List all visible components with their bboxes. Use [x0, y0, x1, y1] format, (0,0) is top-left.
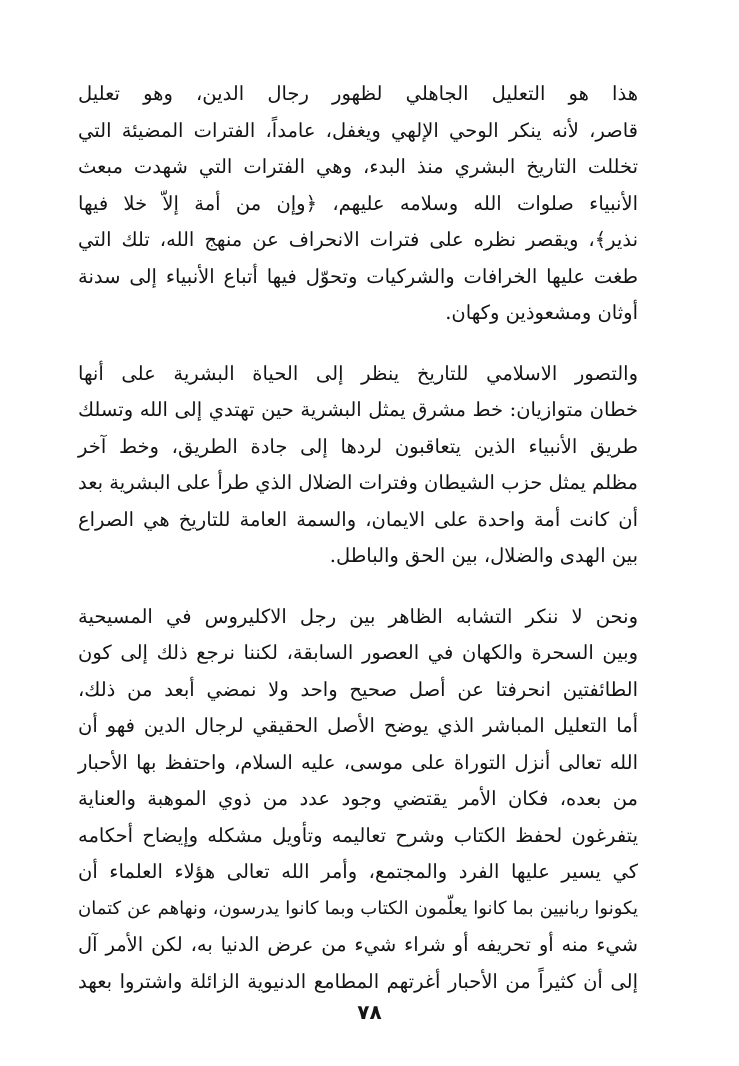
text-line: الله تعالى أنزل التوراة على موسى، عليه السلام، واحتفظ بها الأحبار [78, 750, 638, 774]
text-line: مظلم يمثل حزب الشيطان وفترات الضلال الذي طرأ على البشرية بعد [78, 471, 638, 494]
text-line: أما التعليل المباشر الذي يوضح الأصل الحقيقي لرجال الدين فهو أن [78, 714, 638, 737]
text-line: خطان متوازيان: خط مشرق يمثل البشرية حين تهتدي إلى الله وتسلك [78, 398, 638, 421]
paragraph-2 [78, 356, 638, 575]
text-line: إلى أن كثيراً من الأحبار أغرتهم المطامع الدنيوية الزائلة واشتروا بعهد [78, 969, 638, 993]
text-line: طريق الأنبياء الذين يتعاقبون لردها إلى جادة الطريق، وخط آخر [78, 434, 638, 458]
text-line: وبين السحرة والكهان في العصور السابقة، لكننا نرجع ذلك إلى كون [78, 641, 638, 664]
text-line: قاصر، لأنه ينكر الوحي الإلهي ويغفل، عامداً، الفترات المضيئة التي [78, 118, 638, 142]
text-line: أن كانت أمة واحدة على الايمان، والسمة العامة للتاريخ هي الصراع [78, 507, 638, 531]
text-line: تخللت التاريخ البشري منذ البدء، وهي الفترات التي شهدت مبعث [78, 155, 638, 178]
text-line: أوثان ومشعوذين وكهان. [445, 301, 638, 324]
text-line: بين الهدى والضلال، بين الحق والباطل. [329, 544, 638, 567]
text-line: ونحن لا ننكر التشابه الظاهر بين رجل الاكليروس في المسيحية [78, 604, 638, 628]
text-line: والتصور الاسلامي للتاريخ ينظر إلى الحياة البشرية على أنها [78, 361, 638, 385]
text-line: الأنبياء صلوات الله وسلامه عليهم، ﴿وإن من أمة إلاّ خلا فيها [78, 191, 638, 215]
text-line: طغت عليها الخرافات والشركيات وتحوّل فيها أتباع الأنبياء إلى سدنة [78, 264, 638, 288]
page-body [78, 76, 638, 1000]
text-line: يكونوا ربانيين بما كانوا يعلّمون الكتاب وبما كانوا يدرسون، ونهاهم عن كتمان [78, 897, 638, 919]
text-line: كي يسير عليها الفرد والمجتمع، وأمر الله تعالى هؤلاء العلماء أن [78, 860, 638, 883]
text-line: هذا هو التعليل الجاهلي لظهور رجال الدين، وهو تعليل [78, 82, 638, 105]
text-line: يتفرغون لحفظ الكتاب وشرح تعاليمه وتأويل مشكله وإيضاح أحكامه [78, 823, 638, 847]
page-number: ٧٨ [357, 1000, 382, 1024]
text-line: من بعده، فكان الأمر يقتضي وجود عدد من ذوي الموهبة والعناية [78, 787, 638, 810]
text-line: نذير﴾، ويقصر نظره على فترات الانحراف عن منهج الله، تلك التي [78, 228, 638, 251]
text-line: شيء منه أو تحريفه أو شراء شيء من عرض الدنيا به، لكن الأمر آل [78, 933, 638, 956]
paragraph-3 [78, 599, 638, 1001]
paragraph-1 [78, 76, 638, 332]
text-line: الطائفتين انحرفتا عن أصل صحيح واحد ولا نمضي أبعد من ذلك، [78, 677, 638, 701]
